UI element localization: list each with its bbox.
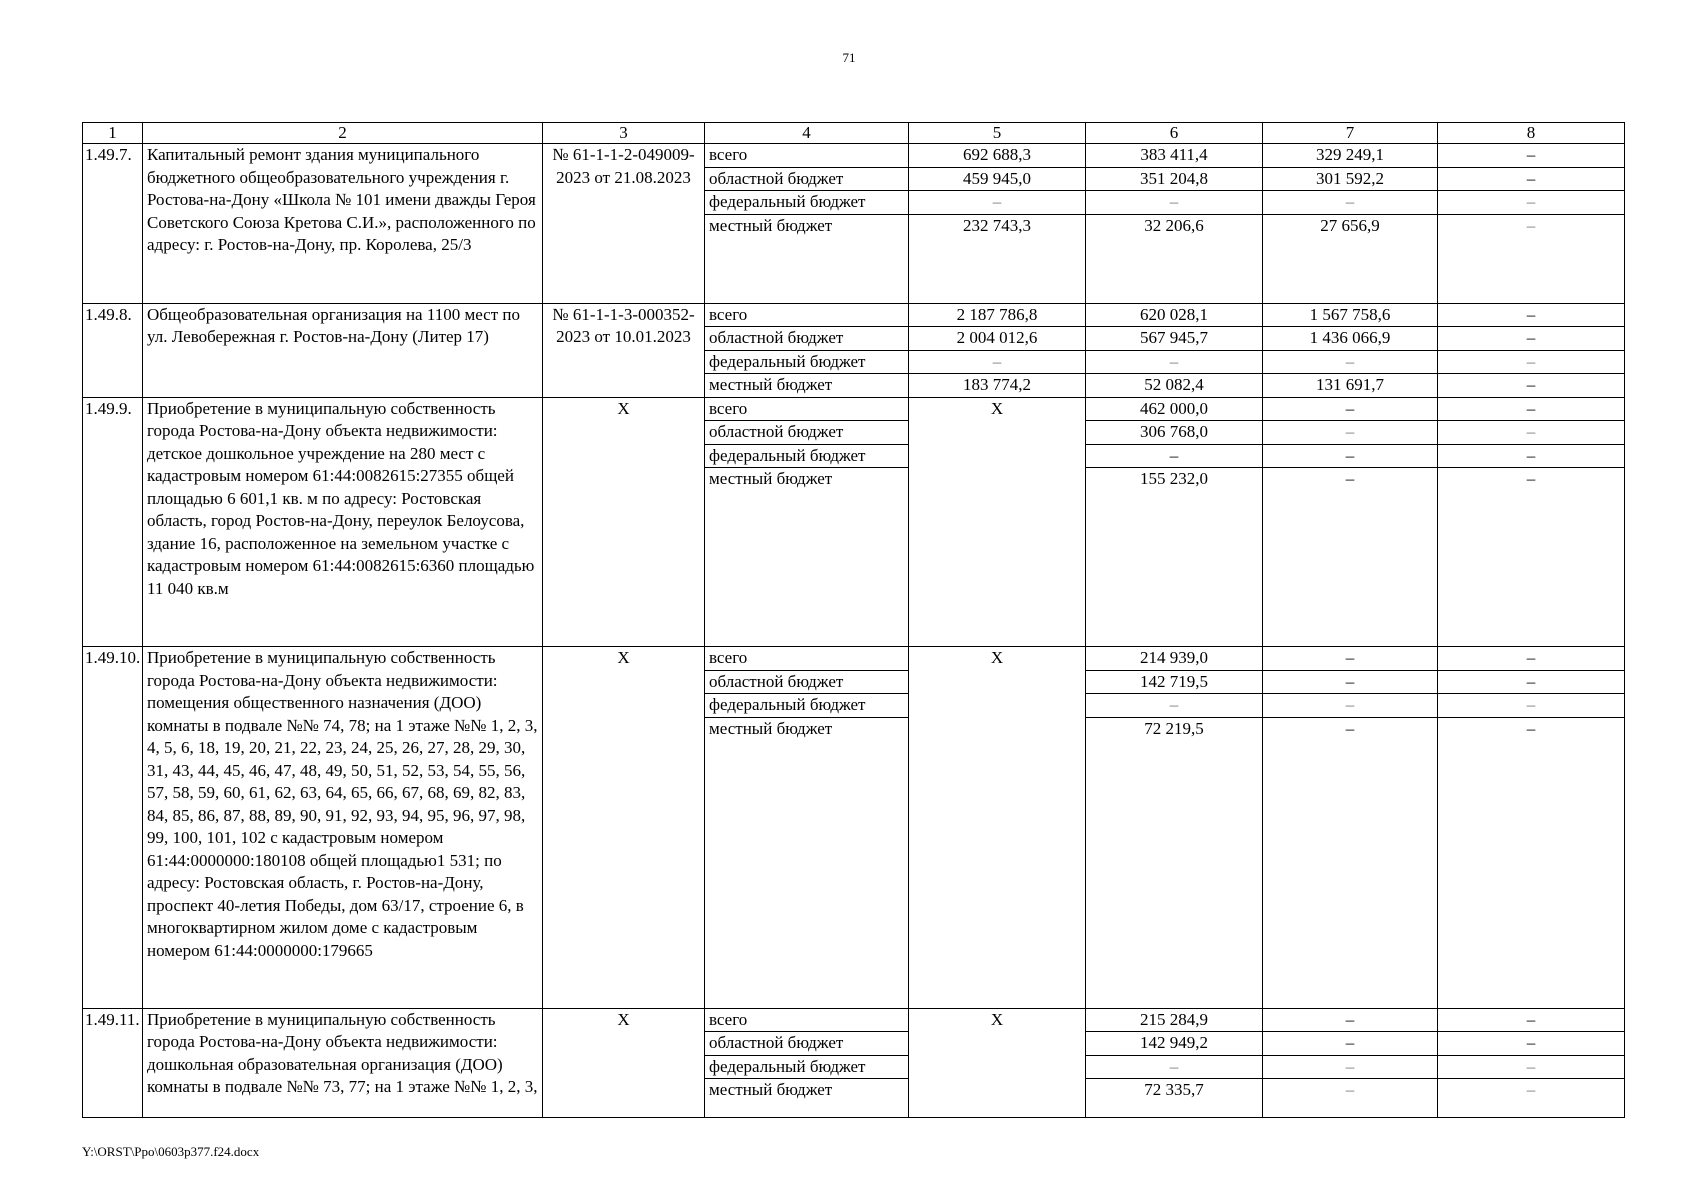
value-col-7: 131 691,7 [1263, 374, 1438, 398]
value-col-5: 692 688,3 [909, 144, 1086, 168]
budget-category: всего [705, 1008, 909, 1032]
header-cell-1: 1 [83, 123, 143, 144]
table-row [83, 303, 1625, 327]
value-col-8: – [1438, 1032, 1625, 1056]
budget-category: областной бюджет [705, 670, 909, 694]
budget-category: местный бюджет [705, 717, 909, 1008]
value-col-6: – [1086, 350, 1263, 374]
value-col-6: 72 335,7 [1086, 1079, 1263, 1118]
value-col-7: – [1263, 1032, 1438, 1056]
value-col-6: 32 206,6 [1086, 214, 1263, 303]
value-col-8: – [1438, 1055, 1625, 1079]
item-number: 1.49.9. [83, 397, 143, 647]
value-col-6: – [1086, 694, 1263, 718]
value-col-6: 214 939,0 [1086, 647, 1263, 671]
budget-category: федеральный бюджет [705, 444, 909, 468]
budget-category: всего [705, 647, 909, 671]
value-col-8: – [1438, 421, 1625, 445]
value-col-7: – [1263, 1055, 1438, 1079]
value-col-5: 183 774,2 [909, 374, 1086, 398]
value-col-5: Х [909, 647, 1086, 1009]
value-col-6: 620 028,1 [1086, 303, 1263, 327]
value-col-7: – [1263, 397, 1438, 421]
header-cell-4: 4 [705, 123, 909, 144]
value-col-7: – [1263, 444, 1438, 468]
item-number: 1.49.10. [83, 647, 143, 1009]
value-col-8: – [1438, 167, 1625, 191]
value-col-5: 459 945,0 [909, 167, 1086, 191]
value-col-6: 462 000,0 [1086, 397, 1263, 421]
value-col-7: – [1263, 1008, 1438, 1032]
value-col-7: – [1263, 694, 1438, 718]
header-cell-2: 2 [143, 123, 543, 144]
value-col-6: 351 204,8 [1086, 167, 1263, 191]
value-col-6: 383 411,4 [1086, 144, 1263, 168]
budget-category: местный бюджет [705, 374, 909, 398]
registration-number: № 61-1-1-2-049009-2023 от 21.08.2023 [543, 144, 705, 304]
value-col-8: – [1438, 647, 1625, 671]
value-col-8: – [1438, 350, 1625, 374]
value-col-6: – [1086, 191, 1263, 215]
item-number: 1.49.7. [83, 144, 143, 304]
value-col-8: – [1438, 397, 1625, 421]
value-col-5: 2 187 786,8 [909, 303, 1086, 327]
item-number: 1.49.11. [83, 1008, 143, 1118]
table-row [83, 1008, 1625, 1032]
budget-category: местный бюджет [705, 1079, 909, 1118]
budget-category: областной бюджет [705, 421, 909, 445]
value-col-6: 155 232,0 [1086, 468, 1263, 647]
value-col-8: – [1438, 191, 1625, 215]
registration-number: Х [543, 647, 705, 1009]
value-col-5: Х [909, 1008, 1086, 1118]
header-cell-5: 5 [909, 123, 1086, 144]
header-cell-6: 6 [1086, 123, 1263, 144]
value-col-6: 142 719,5 [1086, 670, 1263, 694]
value-col-7: – [1263, 468, 1438, 647]
value-col-5: Х [909, 397, 1086, 647]
value-col-6: 52 082,4 [1086, 374, 1263, 398]
value-col-8: – [1438, 144, 1625, 168]
registration-number: Х [543, 1008, 705, 1118]
value-col-8: – [1438, 694, 1625, 718]
value-col-6: 567 945,7 [1086, 327, 1263, 351]
value-col-6: – [1086, 444, 1263, 468]
registration-number: № 61-1-1-3-000352-2023 от 10.01.2023 [543, 303, 705, 397]
value-col-6: 306 768,0 [1086, 421, 1263, 445]
budget-category: областной бюджет [705, 327, 909, 351]
item-description: Капитальный ремонт здания муниципального бюджетного общеобразовательного учреждения г. Ростова-на-Дону «Школа № 101 имени дважды Героя Советского Союза Кретова С.И.», расположенного по адресу: г. Ростов-на-Дону, пр. Королева, 25/3 [143, 144, 543, 304]
header-cell-7: 7 [1263, 123, 1438, 144]
value-col-7: – [1263, 191, 1438, 215]
value-col-5: 232 743,3 [909, 214, 1086, 303]
value-col-6: 72 219,5 [1086, 717, 1263, 1008]
value-col-7: – [1263, 421, 1438, 445]
value-col-7: – [1263, 717, 1438, 1008]
budget-category: местный бюджет [705, 468, 909, 647]
value-col-7: – [1263, 670, 1438, 694]
header-cell-3: 3 [543, 123, 705, 144]
value-col-8: – [1438, 374, 1625, 398]
item-description: Приобретение в муниципальную собственность города Ростова-на-Дону объекта недвижимости: дошкольная образовательная организация (ДОО) комнаты в подвале №№ 73, 77; на 1 этаже №№ 1, 2, 3, [143, 1008, 543, 1118]
budget-category: областной бюджет [705, 167, 909, 191]
value-col-7: 329 249,1 [1263, 144, 1438, 168]
file-path-footer: Y:\ORST\Ppo\0603p377.f24.docx [82, 1144, 260, 1159]
budget-category: федеральный бюджет [705, 1055, 909, 1079]
value-col-8: – [1438, 1079, 1625, 1118]
page-number: 71 [842, 50, 856, 65]
value-col-8: – [1438, 468, 1625, 647]
table-row [83, 144, 1625, 168]
value-col-8: – [1438, 717, 1625, 1008]
budget-category: федеральный бюджет [705, 694, 909, 718]
registration-number: Х [543, 397, 705, 647]
item-number: 1.49.8. [83, 303, 143, 397]
value-col-5: 2 004 012,6 [909, 327, 1086, 351]
value-col-7: – [1263, 1079, 1438, 1118]
value-col-7: – [1263, 647, 1438, 671]
item-description: Приобретение в муниципальную собственность города Ростова-на-Дону объекта недвижимости: детское дошкольное учреждение на 280 мест с кадастровым номером 61:44:0082615:27355 общей площадью 6 601,1 кв. м по адресу: Ростовская область, город Ростов-на-Дону, переулок Белоусова, здание 16, расположенное на земельном участке с кадастровым номером 61:44:0082615:6360 площадью 11 040 кв.м [143, 397, 543, 647]
budget-category: местный бюджет [705, 214, 909, 303]
item-description: Общеобразовательная организация на 1100 мест по ул. Левобережная г. Ростов-на-Дону (Литер 17) [143, 303, 543, 397]
budget-category: федеральный бюджет [705, 350, 909, 374]
value-col-5: – [909, 191, 1086, 215]
value-col-6: 215 284,9 [1086, 1008, 1263, 1032]
value-col-5: – [909, 350, 1086, 374]
budget-category: всего [705, 397, 909, 421]
budget-category: всего [705, 303, 909, 327]
value-col-6: 142 949,2 [1086, 1032, 1263, 1056]
budget-category: областной бюджет [705, 1032, 909, 1056]
item-description: Приобретение в муниципальную собственность города Ростова-на-Дону объекта недвижимости: помещения общественного назначения (ДОО) комнаты в подвале №№ 74, 78; на 1 этаже №№ 1, 2, 3, 4, 5, 6, 18, 19, 20, 21, 22, 23, 24, 25, 26, 27, 28, 29, 30, 31, 43, 44, 45, 46, 47, 48, 49, 50, 51, 52, 53, 54, 55, 56, 57, 58, 59, 60, 61, 62, 63, 64, 65, 66, 67, 68, 69, 82, 83, 84, 85, 86, 87, 88, 89, 90, 91, 92, 93, 94, 95, 96, 97, 98, 99, 100, 101, 102 с кадастровым номером 61:44:0000000:180108 общей площадью1 531; по адресу: Ростовская область, г. Ростов-на-Дону, проспект 40-летия Победы, дом 63/17, строение 6, в многоквартирном жилом доме с кадастровым номером 61:44:0000000:179665 [143, 647, 543, 1009]
table-row [83, 397, 1625, 421]
budget-category: всего [705, 144, 909, 168]
value-col-7: 1 436 066,9 [1263, 327, 1438, 351]
value-col-6: – [1086, 1055, 1263, 1079]
budget-category: федеральный бюджет [705, 191, 909, 215]
value-col-7: 1 567 758,6 [1263, 303, 1438, 327]
table-row [83, 647, 1625, 671]
header-cell-8: 8 [1438, 123, 1625, 144]
value-col-7: – [1263, 350, 1438, 374]
value-col-8: – [1438, 303, 1625, 327]
header-row [83, 123, 1625, 144]
budget-table [82, 122, 1625, 1118]
value-col-8: – [1438, 327, 1625, 351]
value-col-7: 301 592,2 [1263, 167, 1438, 191]
value-col-8: – [1438, 444, 1625, 468]
value-col-8: – [1438, 1008, 1625, 1032]
value-col-8: – [1438, 670, 1625, 694]
value-col-8: – [1438, 214, 1625, 303]
value-col-7: 27 656,9 [1263, 214, 1438, 303]
